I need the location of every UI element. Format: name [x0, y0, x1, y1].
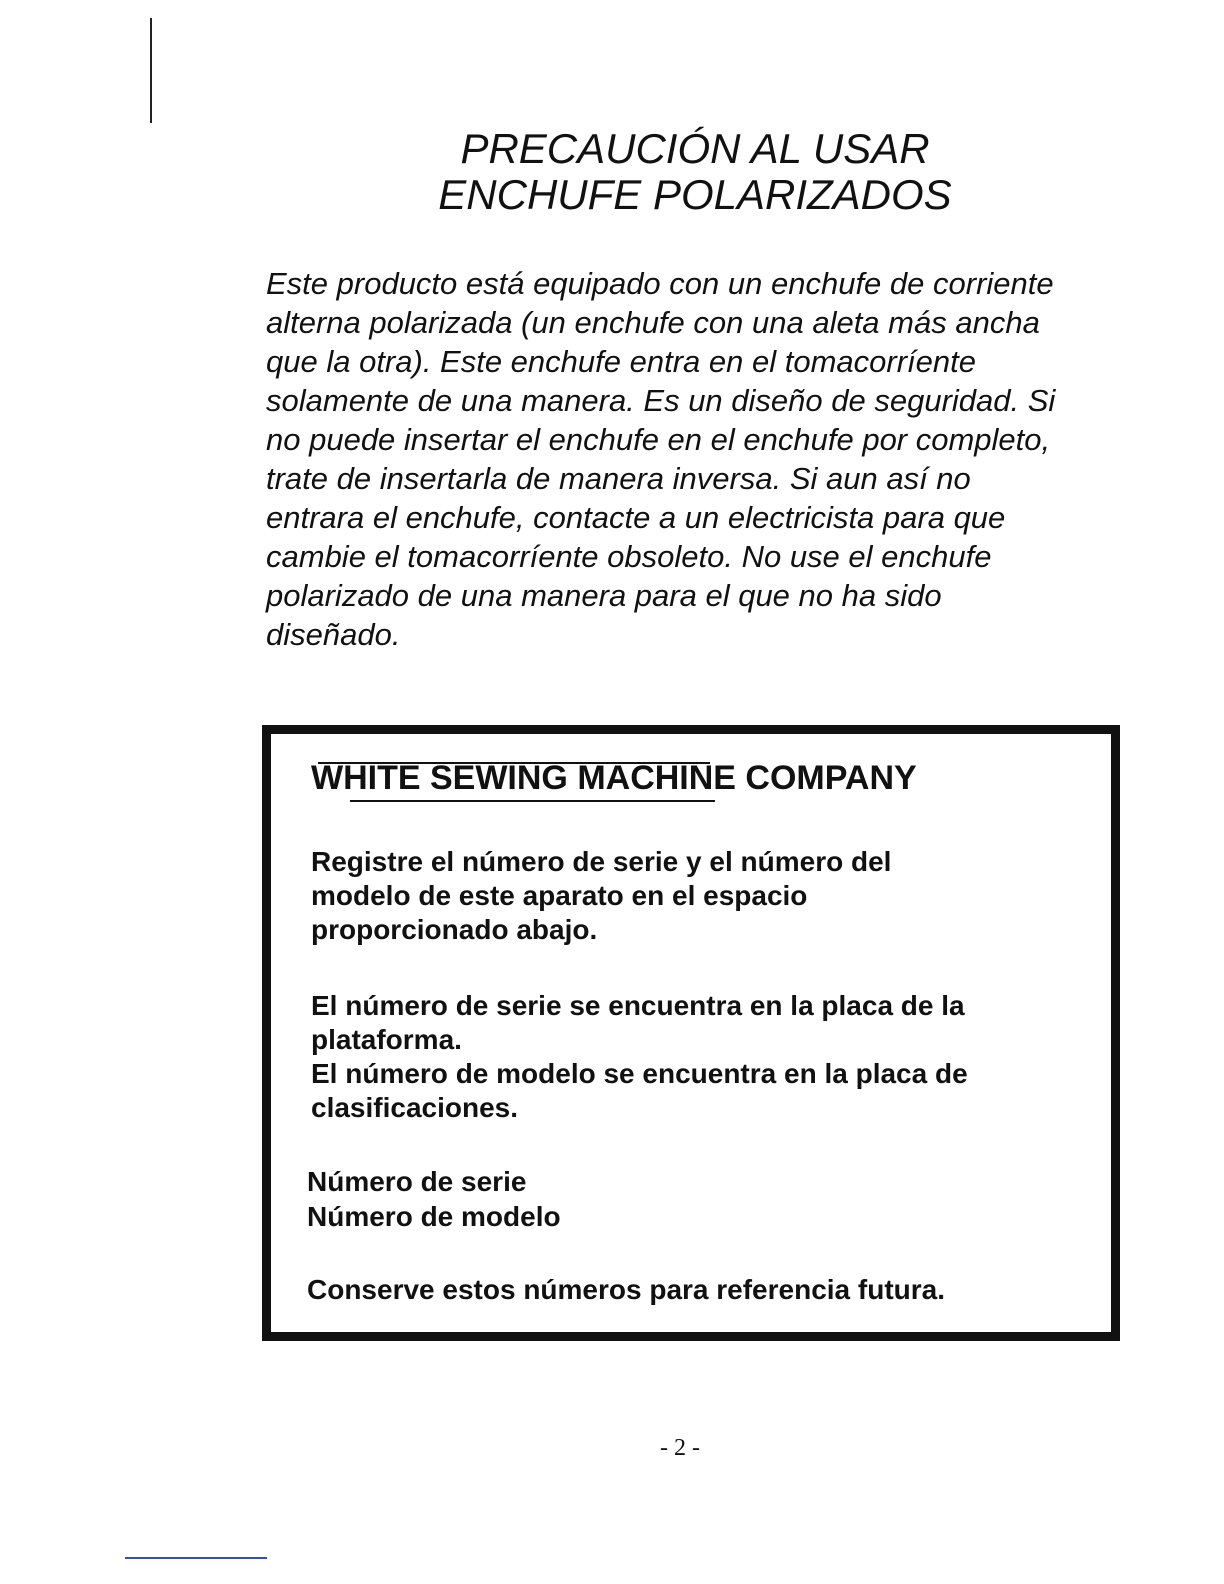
model-number-blank[interactable] — [350, 800, 715, 802]
register-instructions — [311, 845, 891, 947]
margin-line — [150, 18, 152, 123]
location-line: El número de modelo se encuentra en la placa de — [311, 1058, 968, 1089]
warning-line: que la otra). Este enchufe entra en el tomacorríente — [266, 344, 976, 379]
register-line: proporcionado abajo. — [311, 914, 598, 945]
page-title — [300, 126, 1090, 218]
warning-line: diseñado. — [266, 617, 401, 652]
page-number: - 2 - — [660, 1435, 700, 1461]
number-location-instructions — [311, 989, 968, 1125]
warning-line: no puede insertar el enchufe en el enchufe por completo, — [266, 422, 1051, 457]
serial-number-label: Número de serie — [307, 1166, 527, 1197]
location-line: El número de serie se encuentra en la placa de la — [311, 990, 965, 1021]
warning-line: entrara el enchufe, contacte a un electricista para que — [266, 500, 1006, 535]
company-name: WHITE SEWING MACHINE COMPANY — [311, 759, 917, 797]
polarized-plug-warning — [266, 264, 1146, 654]
location-line: clasificaciones. — [311, 1092, 519, 1123]
model-number-label: Número de modelo — [307, 1201, 561, 1232]
warning-line: Este producto está equipado con un enchufe de corriente — [266, 266, 1054, 301]
warning-line: solamente de una manera. Es un diseño de seguridad. Si — [266, 383, 1056, 418]
warning-line: cambie el tomacorríente obsoleto. No use el enchufe — [266, 539, 992, 574]
footnote-rule — [125, 1557, 267, 1559]
warning-line: polarizado de una manera para el que no ha sido — [266, 578, 942, 613]
title-line-1: PRECAUCIÓN AL USAR — [460, 125, 930, 172]
location-line: plataforma. — [311, 1024, 462, 1055]
registration-box — [262, 725, 1120, 1341]
keep-numbers-note: Conserve estos números para referencia futura. — [307, 1274, 946, 1305]
register-line: modelo de este aparato en el espacio — [311, 880, 808, 911]
warning-line: trate de insertarla de manera inversa. Si aun así no — [266, 461, 971, 496]
serial-number-blank[interactable] — [318, 762, 710, 764]
warning-line: alterna polarizada (un enchufe con una aleta más ancha — [266, 305, 1040, 340]
title-line-2: ENCHUFE POLARIZADOS — [438, 171, 952, 218]
register-line: Registre el número de serie y el número del — [311, 846, 892, 877]
